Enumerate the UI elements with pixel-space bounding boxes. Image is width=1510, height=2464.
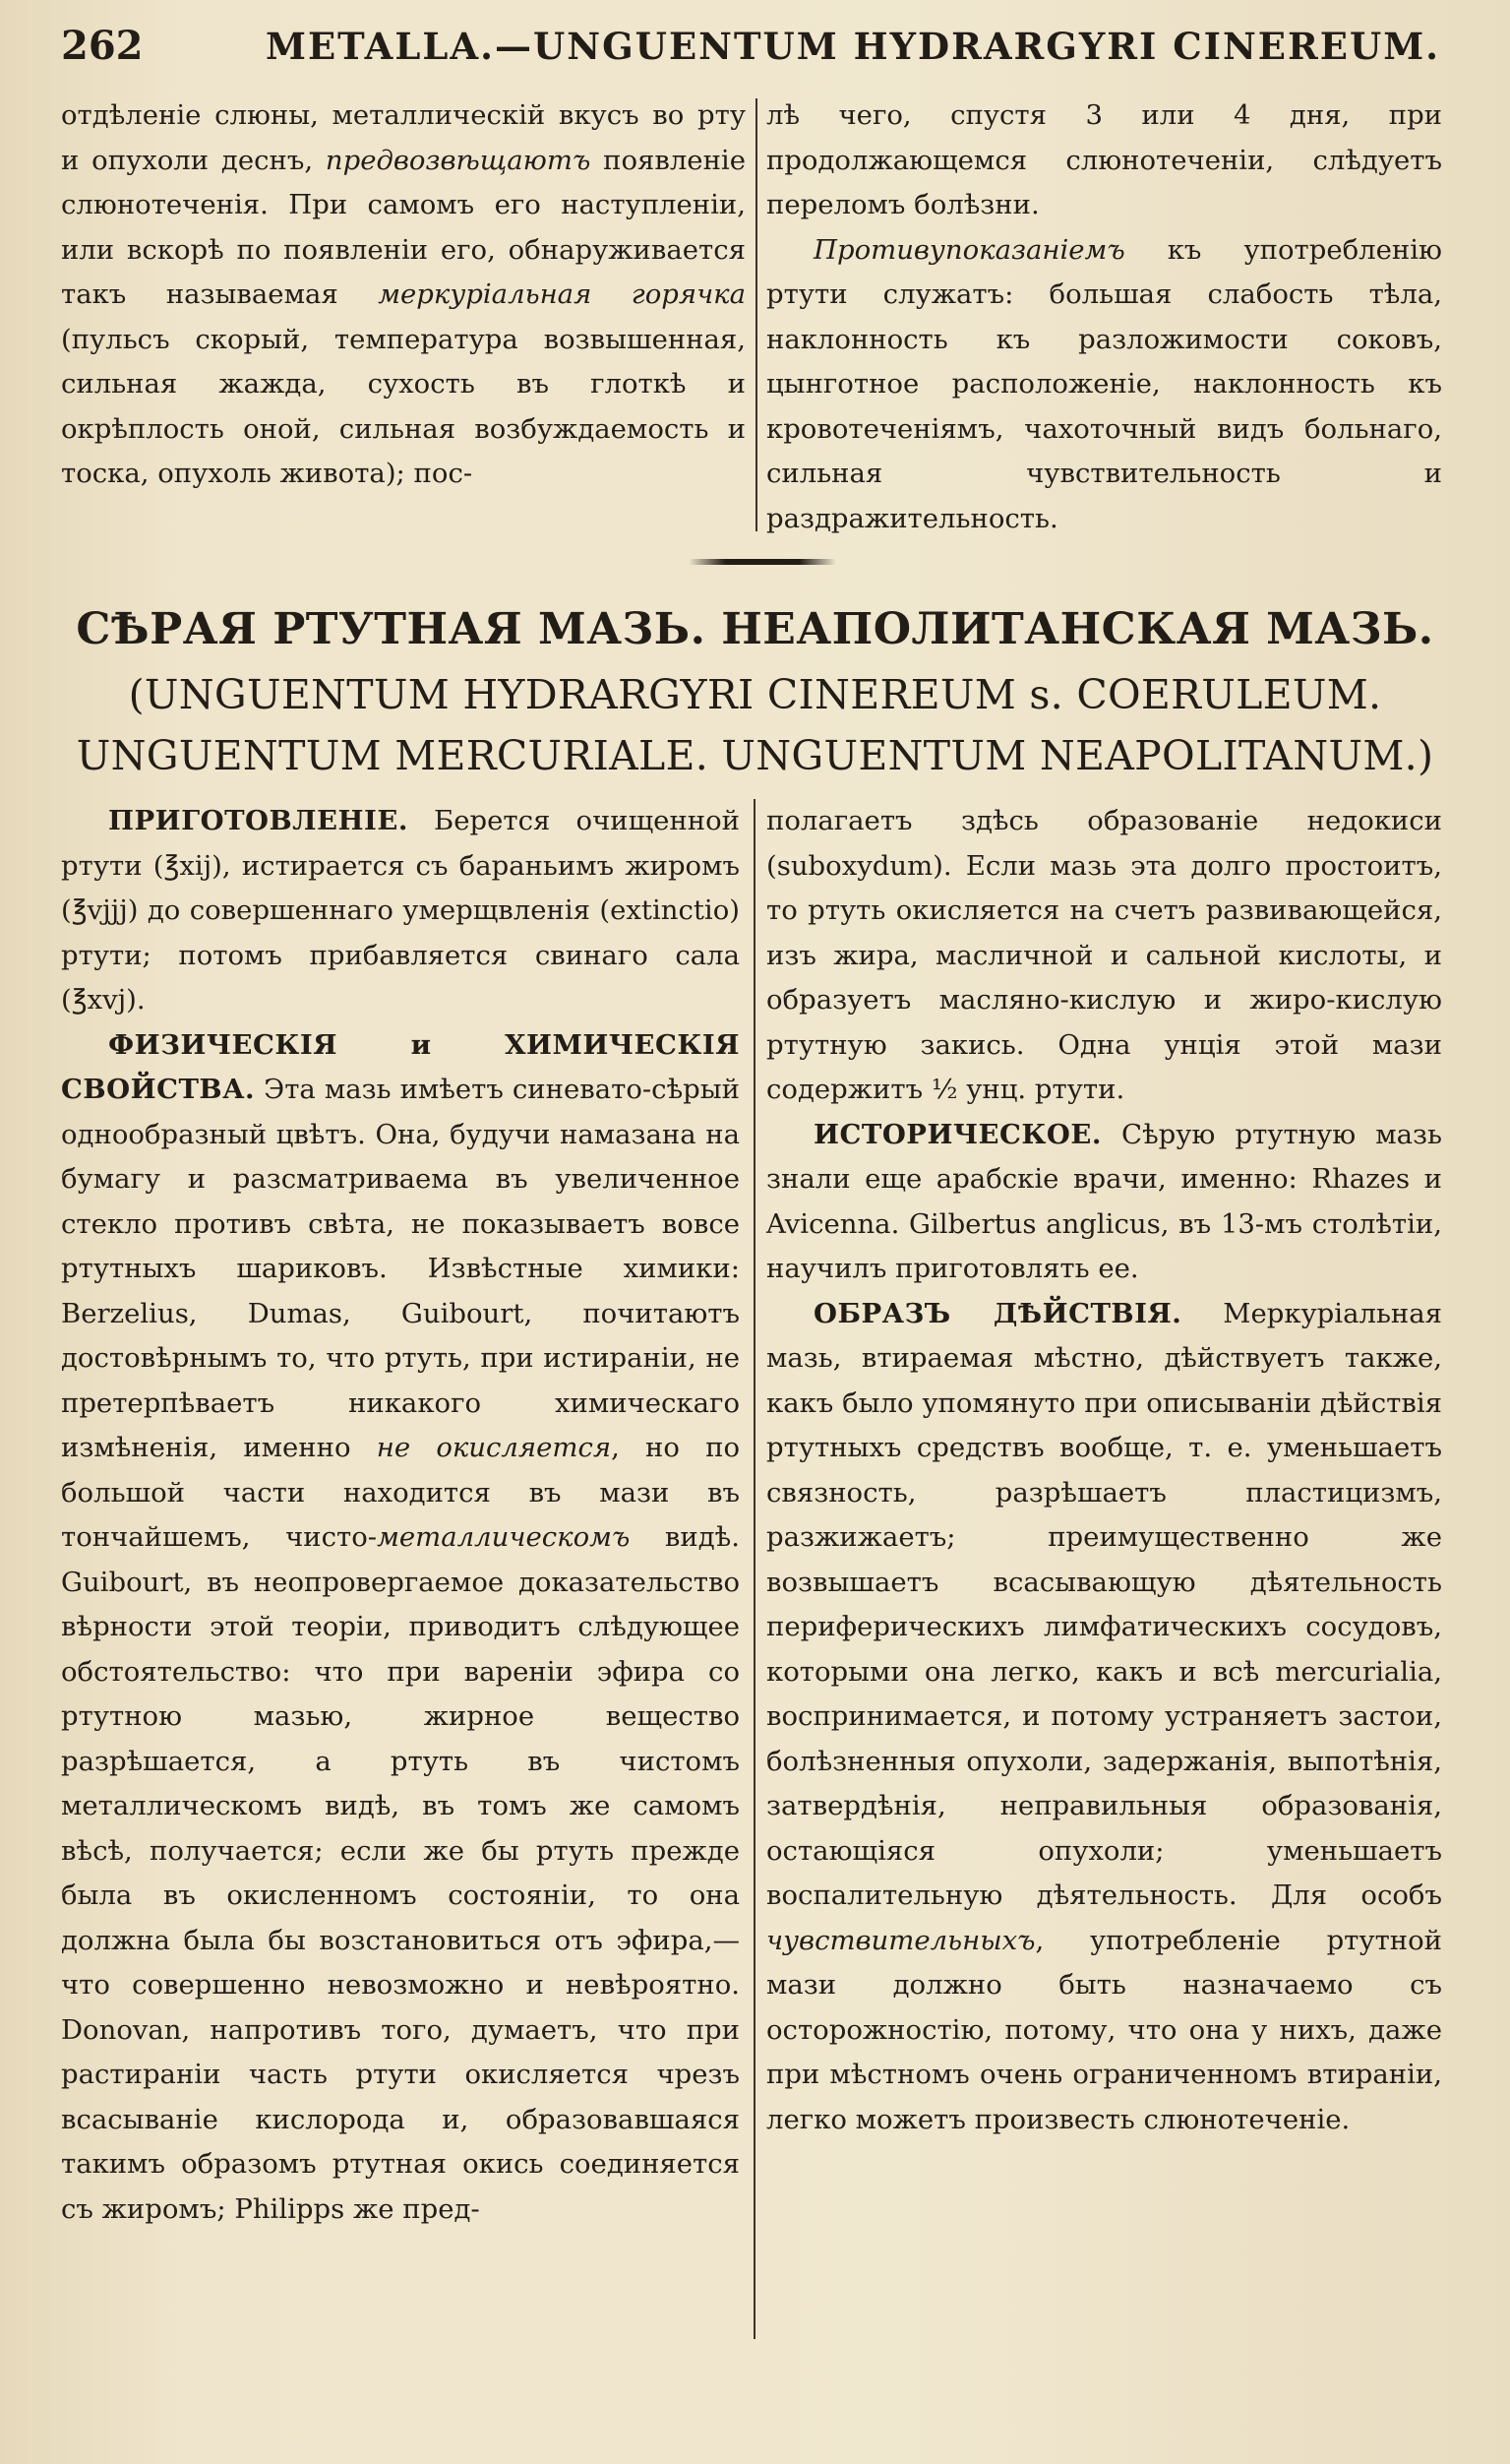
main-left-column xyxy=(61,799,740,2232)
history-paragraph xyxy=(766,1113,1442,1292)
text-span: Сѣрую ртутную мазь знали еще арабскіе врачи, именно: Rhazes и Avicenna. Gilbertus anglicus, въ 13-мъ столѣтіи, научилъ приготовлять ее. xyxy=(766,1118,1442,1284)
action-paragraph xyxy=(766,1292,1442,2143)
text-span: , употребленіе ртутной мази должно быть назначаемо съ осторожностію, потому, что она у нихъ, даже при мѣстномъ очень ограниченномъ втираніи, легко можетъ произвесть слюнотеченіе. xyxy=(766,1924,1442,2135)
page-number: 262 xyxy=(61,23,144,69)
continued-text-block xyxy=(0,93,1510,541)
text-span: Меркуріальная мазь, втираемая мѣстно, дѣйствуетъ также, какъ было упомянуто при описываніи дѣйствія ртутныхъ средствъ вообще, т. е. уменьшаетъ связность, разрѣшаетъ пластицизмъ, разжижаетъ; преимущественно же возвышаетъ всасывающую дѣятельность периферическихъ лимфатическихъ сосудовъ, которыми она легко, какъ и всѣ mercurialia, воспринимается, и потому устраняетъ застои, болѣзненныя опухоли, задержанія, выпотѣнія, затвердѣнія, неправильныя образованія, остающіяся опухоли; уменьшаетъ воспалительную дѣятельность. Для особъ xyxy=(766,1297,1442,1911)
text-span: отдѣленіе слюны, металлическій вкусъ во рту и опухоли деснъ, xyxy=(61,99,746,176)
top-left-column xyxy=(61,93,746,497)
text-span: появленіе слюнотеченія. При самомъ его наступленіи, или вскорѣ по появленіи его, обнаруживается такъ называемая xyxy=(61,144,746,310)
italic-term: меркуріальная горячка xyxy=(378,278,746,310)
run-in-heading: ПРИГОТОВЛЕНІЕ. xyxy=(108,805,408,836)
italic-term: металлическомъ xyxy=(377,1521,631,1553)
text-span: полагаетъ здѣсь образованіе недокиси (suboxydum). Если мазь эта долго простоитъ, то ртуть окисляется на счетъ развивающейся, изъ жира, масличной и сальной кислоты, и образуетъ масляно-кислую и жиро-кислую ртутную закись. Одна унція этой мази содержитъ ½ унц. ртути. xyxy=(766,805,1442,1105)
italic-term: Противупоказаніемъ xyxy=(814,233,1125,266)
properties-paragraph xyxy=(61,1023,740,2233)
text-span: видѣ. Guibourt, въ неопровергаемое доказательство вѣрности этой теоріи, приводитъ слѣдующее обстоятельство: что при вареніи эфира со ртутною мазью, жирное вещество разрѣшается, а ртуть въ чистомъ металлическомъ видѣ, въ томъ же самомъ вѣсѣ, получается; если же бы ртуть прежде была въ окисленномъ состояніи, то она должна была бы возстановиться отъ эфира,—что совершенно невозможно и невѣроятно. Donovan, напротивъ того, думаетъ, что при растираніи часть ртути окисляется чрезъ всасываніе кислорода и, образовавшаяся такимъ образомъ ртутная окись соединяется съ жиромъ; Philipps же пред- xyxy=(61,1521,740,2225)
column-divider xyxy=(755,98,757,531)
section-subtitle: (UNGUENTUM HYDRARGYRI CINEREUM s. COERULEUM. UNGUENTUM MERCURIALE. UNGUENTUM NEAPOLITANUM.) xyxy=(76,671,1434,779)
page-header xyxy=(61,22,1441,71)
continuation-paragraph xyxy=(766,799,1442,1113)
column-divider xyxy=(754,799,755,2339)
run-in-heading: ОБРАЗЪ ДѢЙСТВІЯ. xyxy=(814,1297,1182,1329)
text-span: лѣ чего, спустя 3 или 4 дня, при продолжающемся слюнотеченіи, слѣдуетъ переломъ болѣзни. xyxy=(766,99,1442,220)
running-title: METALLA.—UNGUENTUM HYDRARGYRI CINEREUM. xyxy=(266,25,1441,68)
run-in-heading: ФИЗИЧЕСКІЯ и ХИМИЧЕСКІЯ СВОЙСТВА. xyxy=(61,1028,740,1105)
run-in-heading: ИСТОРИЧЕСКОЕ. xyxy=(814,1118,1102,1150)
text-span: Эта мазь имѣетъ синевато-сѣрый однообразный цвѣтъ. Она, будучи намазана на бумагу и разсматриваема въ увеличенное стекло противъ свѣта, не показываетъ вовсе ртутныхъ шариковъ. Извѣстные химики: Berzelius, Dumas, Guibourt, почитаютъ достовѣрнымъ то, что ртуть, при истираніи, не претерпѣваетъ никакого химическаго измѣненія, именно xyxy=(61,1074,740,1463)
italic-term: предвозвѣщаютъ xyxy=(325,144,591,176)
top-right-column xyxy=(766,93,1442,541)
text-span: (пульсъ скорый, температура возвышенная, сильная жажда, сухость въ глоткѣ и окрѣплость оной, сильная возбуждаемость и тоска, опухоль живота); пос- xyxy=(61,323,746,489)
preparation-paragraph xyxy=(61,799,740,1023)
main-right-column xyxy=(766,799,1442,2142)
text-span: къ употребленію ртути служатъ: большая слабость тѣла, наклонность къ разложимости соковъ, цынготное расположеніе, наклонность къ кровотеченіямъ, чахоточный видъ больнаго, сильная чувствительность и раздражительность. xyxy=(766,233,1442,534)
section-title: СѢРАЯ РТУТНАЯ МАЗЬ. НЕАПОЛИТАНСКАЯ МАЗЬ. xyxy=(76,604,1434,654)
text-span: Берется очищенной ртути (℥xij), истирается съ бараньимъ жиромъ (℥vjjj) до совершеннаго умерщвленія (extinctio) ртути; потомъ прибавляется свинаго сала (℥xvj). xyxy=(61,805,740,1016)
section-divider xyxy=(689,559,836,565)
text-span: , но по большой части находится въ мази въ тончайшемъ, чисто- xyxy=(61,1432,741,1553)
italic-term: не окисляется xyxy=(376,1432,612,1463)
italic-term: чувствительныхъ xyxy=(766,1924,1036,1956)
